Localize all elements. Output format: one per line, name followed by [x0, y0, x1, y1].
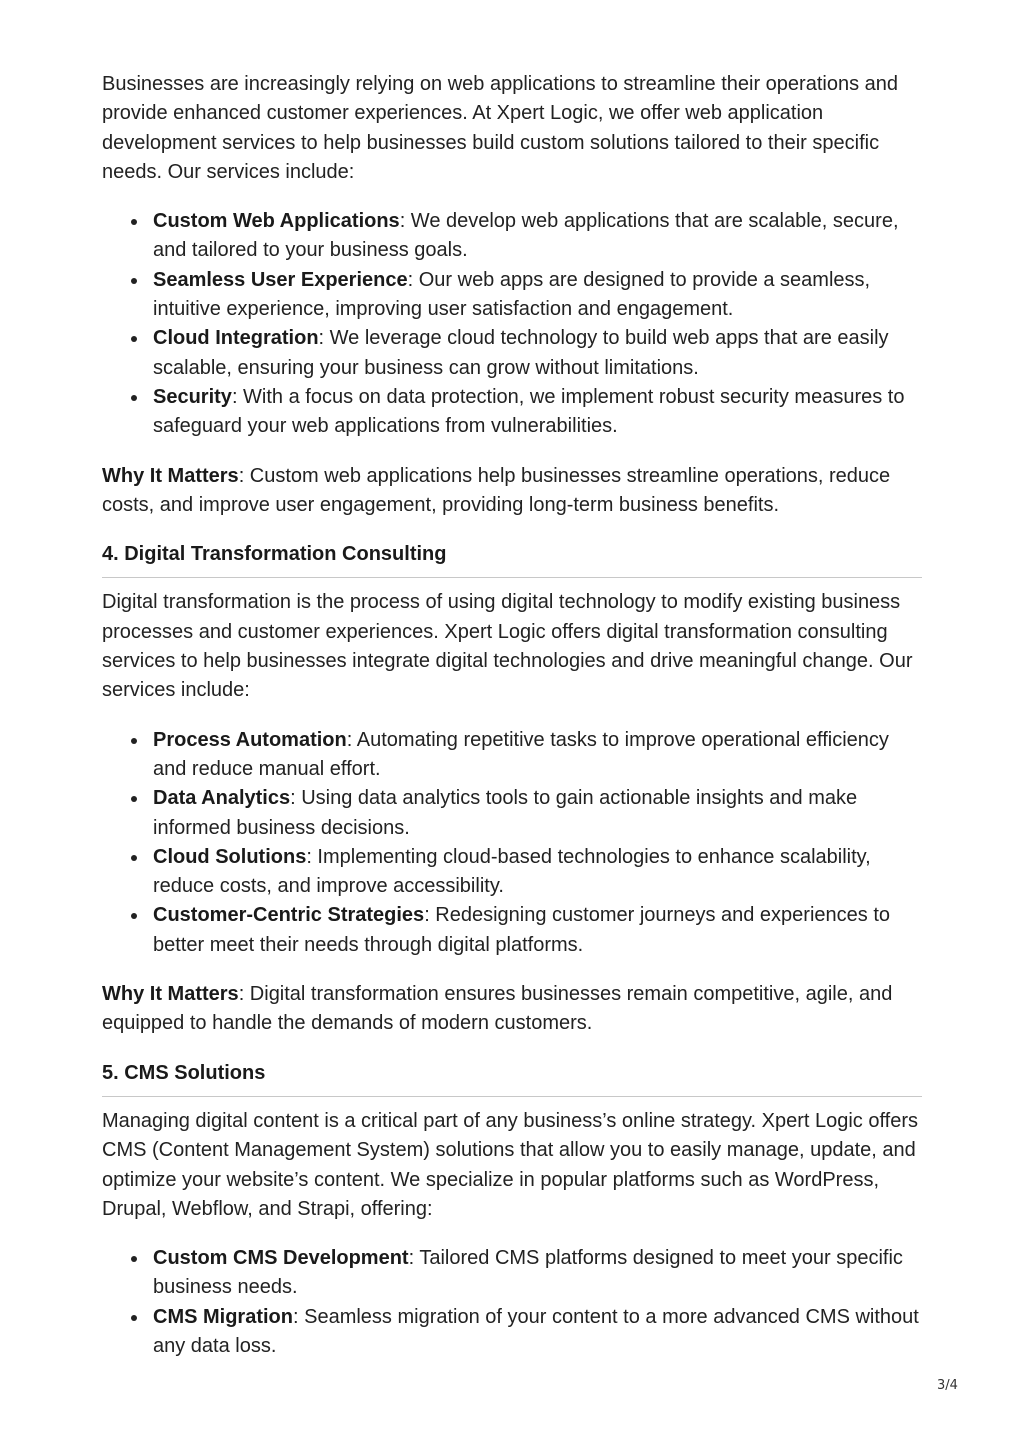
list-item-desc: : Seamless migration of your content to a more advanced CMS without any data loss. — [153, 1305, 919, 1357]
why-it-matters-term: Why It Matters — [102, 983, 239, 1006]
list-item-desc: : We leverage cloud technology to build web apps that are easily scalable, ensuring your business can grow without limitations. — [153, 327, 889, 379]
list-item-term: Process Automation — [153, 728, 347, 751]
list-item-desc: : Automating repetitive tasks to improve operational efficiency and reduce manual effort. — [153, 728, 889, 780]
list-item — [153, 784, 922, 843]
list-item-desc: : Implementing cloud-based technologies to enhance scalability, reduce costs, and improve accessibility. — [153, 845, 871, 898]
digital-transformation-services-list — [102, 726, 922, 960]
why-it-matters-term: Why It Matters — [102, 464, 239, 487]
section-heading-cms-solutions: 5. CMS Solutions — [102, 1059, 922, 1097]
list-item-desc: : With a focus on data protection, we implement robust security measures to safeguard your web applications from vulnerabilities. — [153, 385, 905, 438]
list-item-desc: : Tailored CMS platforms designed to meet your specific business needs. — [153, 1247, 903, 1299]
why-it-matters-desc: : Custom web applications help businesses streamline operations, reduce costs, and improve user engagement, providing long-term business benefits. — [102, 464, 891, 516]
why-it-matters-desc: : Digital transformation ensures businesses remain competitive, agile, and equipped to handle the demands of modern customers. — [102, 983, 893, 1035]
list-item-desc: : We develop web applications that are scalable, secure, and tailored to your business goals. — [153, 210, 899, 262]
page-number: 3/4 — [937, 1378, 958, 1393]
list-item — [153, 901, 922, 960]
list-item-term: Customer-Centric Strategies — [153, 904, 425, 927]
list-item-desc: : Redesigning customer journeys and experiences to better meet their needs through digital platforms. — [153, 904, 891, 956]
cms-services-list — [102, 1244, 922, 1361]
list-item — [153, 266, 922, 325]
web-app-services-list — [102, 207, 922, 441]
list-item-term: Custom Web Applications — [153, 210, 400, 233]
list-item — [153, 383, 922, 442]
list-item — [153, 843, 922, 902]
list-item — [153, 324, 922, 383]
list-item — [153, 207, 922, 266]
list-item — [153, 1303, 922, 1362]
intro-paragraph: Businesses are increasingly relying on web applications to streamline their operations and provide enhanced customer experiences. At Xpert Logic, we offer web application development services to help businesses build custom solutions tailored to their specific needs. Our services include: — [102, 73, 898, 183]
list-item-term: Cloud Integration — [153, 327, 319, 350]
list-item — [153, 726, 922, 785]
list-item-term: Seamless User Experience — [153, 268, 408, 291]
list-item — [153, 1244, 922, 1303]
why-it-matters-paragraph — [102, 980, 922, 1039]
list-item-desc: : Using data analytics tools to gain actionable insights and make informed business decisions. — [153, 787, 858, 839]
list-item-term: CMS Migration — [153, 1305, 293, 1328]
list-item-term: Data Analytics — [153, 787, 291, 810]
list-item-term: Custom CMS Development — [153, 1247, 409, 1270]
section-heading-digital-transformation: 4. Digital Transformation Consulting — [102, 540, 922, 578]
section-4-paragraph: Digital transformation is the process of using digital technology to modify existing business processes and customer experiences. Xpert Logic offers digital transformation consulting services to help businesses integrate digital technologies and drive meaningful change. Our services include: — [102, 591, 913, 702]
section-5-paragraph: Managing digital content is a critical part of any business’s online strategy. Xpert Logic offers CMS (Content Management System) solutions that allow you to easily manage, update, and optimize your website’s content. We specialize in popular platforms such as WordPress, Drupal, Webflow, and Strapi, offering: — [102, 1109, 919, 1220]
list-item-desc: : Our web apps are designed to provide a seamless, intuitive experience, improving user satisfaction and engagement. — [153, 268, 871, 321]
document-page — [102, 70, 922, 1381]
list-item-term: Security — [153, 385, 232, 408]
why-it-matters-paragraph — [102, 462, 922, 521]
list-item-term: Cloud Solutions — [153, 845, 307, 868]
